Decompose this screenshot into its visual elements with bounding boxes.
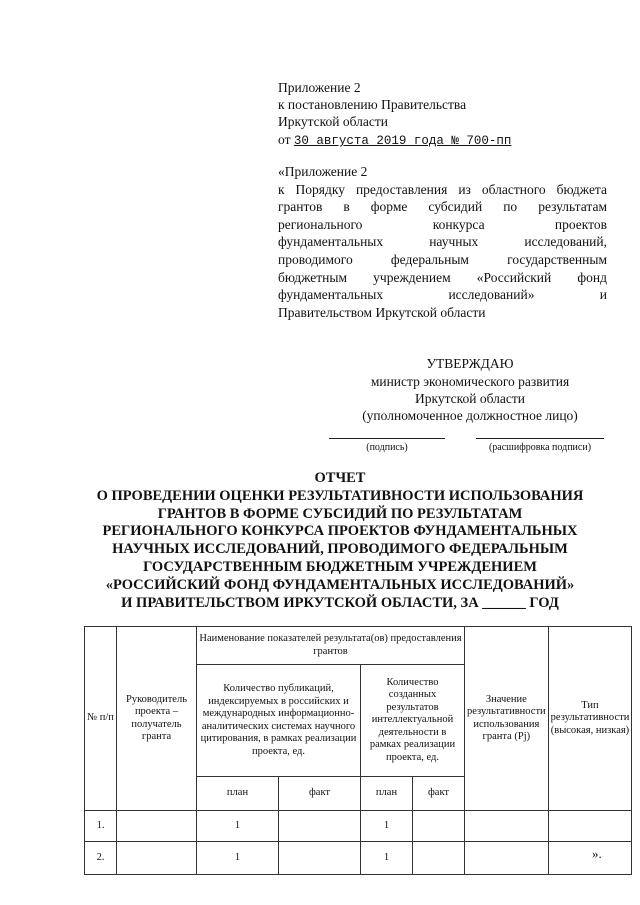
report-table xyxy=(84,626,632,875)
report-title-3: ГРАНТОВ В ФОРМЕ СУБСИДИЙ ПО РЕЗУЛЬТАТАМ xyxy=(157,505,523,522)
approval-position-3: (уполномоченное должностное лицо) xyxy=(362,408,578,423)
report-title-6: ГОСУДАРСТВЕННЫМ БЮДЖЕТНЫМ УЧРЕЖДЕНИЕМ xyxy=(143,559,537,575)
col-header-ip-plan: план xyxy=(361,777,413,811)
cell-ip-fact xyxy=(413,811,465,842)
table-row xyxy=(85,842,632,875)
appendix-line-5: фундаментальных научных исследований, xyxy=(278,234,607,250)
cell-pub-fact xyxy=(279,811,361,842)
header-appendix: Приложение 2 xyxy=(278,80,361,95)
cell-value xyxy=(465,811,549,842)
approval-position-2: Иркутской области xyxy=(414,391,526,406)
appendix-line-7: бюджетным учреждением «Российский фонд xyxy=(278,269,607,285)
cell-leader xyxy=(117,842,197,875)
cell-leader xyxy=(117,811,197,842)
col-header-ip: Количество созданных результатов интеллектуальной деятельности в рамках реализации проекта, ед. xyxy=(361,665,465,777)
report-title-1: ОТЧЕТ xyxy=(314,470,366,486)
appendix-line-3: грантов в форме субсидий по результатам xyxy=(278,199,607,215)
header-resolution: к постановлению Правительства xyxy=(278,97,467,112)
cell-type xyxy=(548,811,632,842)
approval-title: УТВЕРЖДАЮ xyxy=(426,356,514,371)
appendix-line-8: фундаментальных исследований» и xyxy=(278,287,607,303)
cell-ip-plan: 1 xyxy=(361,842,413,875)
report-title-4: РЕГИОНАЛЬНОГО КОНКУРСА ПРОЕКТОВ ФУНДАМЕНТАЛЬНЫХ xyxy=(102,523,578,540)
decoding-line xyxy=(476,438,604,439)
report-title-7: «РОССИЙСКИЙ ФОНД ФУНДАМЕНТАЛЬНЫХ ИССЛЕДОВАНИЙ» xyxy=(105,576,575,593)
cell-num: 1. xyxy=(85,811,117,842)
header-date xyxy=(278,131,511,150)
cell-ip-fact xyxy=(413,842,465,875)
col-header-num: № п/п xyxy=(85,627,117,811)
cell-pub-fact xyxy=(279,842,361,875)
cell-value xyxy=(465,842,549,875)
report-title-5: НАУЧНЫХ ИССЛЕДОВАНИЙ, ПРОВОДИМОГО ФЕДЕРАЛЬНЫМ xyxy=(112,541,568,558)
signature-line xyxy=(329,438,445,439)
col-header-publications: Количество публикаций, индексируемых в российских и международных информационно-аналитических системах научного цитирования, в рамках реализации проекта, ед. xyxy=(197,665,361,777)
table-row xyxy=(85,811,632,842)
appendix-line-1: «Приложение 2 xyxy=(278,164,368,179)
col-header-pub-fact: факт xyxy=(279,777,361,811)
cell-type xyxy=(548,842,632,875)
cell-num: 2. xyxy=(85,842,117,875)
report-title-8: И ПРАВИТЕЛЬСТВОМ ИРКУТСКОЙ ОБЛАСТИ, ЗА ______ ГОД xyxy=(121,594,559,611)
date-value: 30 августа 2019 года № 700-пп xyxy=(293,134,512,148)
col-header-type: Тип результативности (высокая, низкая) xyxy=(548,627,632,811)
appendix-line-2: к Порядку предоставления из областного бюджета xyxy=(278,181,607,197)
report-title-2: О ПРОВЕДЕНИИ ОЦЕНКИ РЕЗУЛЬТАТИВНОСТИ ИСПОЛЬЗОВАНИЯ xyxy=(96,487,584,504)
appendix-line-4: регионального конкурса проектов xyxy=(278,216,607,232)
approval-position-1: министр экономического развития xyxy=(370,374,570,389)
col-header-indicators: Наименование показателей результата(ов) предоставления грантов xyxy=(197,627,465,665)
header-region: Иркутской области xyxy=(278,114,389,129)
cell-ip-plan: 1 xyxy=(361,811,413,842)
signature-caption: (подпись) xyxy=(366,442,408,453)
decoding-caption: (расшифровка подписи) xyxy=(488,442,592,453)
col-header-ip-fact: факт xyxy=(413,777,465,811)
closing-quote: ». xyxy=(592,846,602,861)
col-header-value: Значение результативности использования гранта (Pj) xyxy=(465,627,549,811)
col-header-leader: Руководитель проекта – получатель гранта xyxy=(117,627,197,811)
appendix-line-9: Правительством Иркутской области xyxy=(278,304,486,320)
col-header-pub-plan: план xyxy=(197,777,279,811)
cell-pub-plan: 1 xyxy=(197,811,279,842)
date-prefix: от xyxy=(278,132,291,147)
appendix-line-6: проводимого федеральным государственным xyxy=(278,252,607,267)
cell-pub-plan: 1 xyxy=(197,842,279,875)
